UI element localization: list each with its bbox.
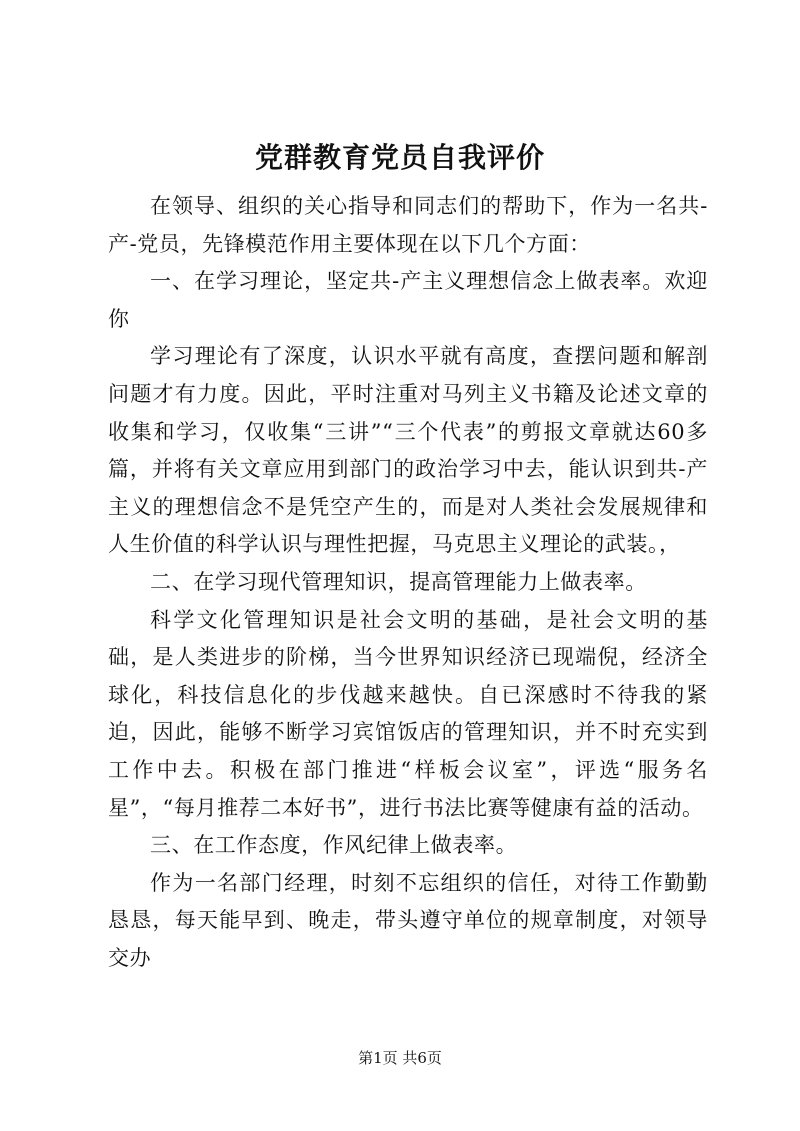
section-heading-3: 三、在工作态度，作风纪律上做表率。 [150,833,518,858]
paragraph-intro: 在领导、组织的关心指导和同志们的帮助下，作为一名共-产-党员，先锋模范作用主要体现在以下几个方面： [108,194,708,256]
paragraph-attitude: 作为一名部门经理，时刻不忘组织的信任，对待工作勤勤恳恳，每天能早到、晚走，带头遵守单位的规章制度，对领导交办 [108,870,708,970]
section-heading-2: 二、在学习现代管理知识，提高管理能力上做表率。 [150,569,647,594]
section-heading-1: 一、在学习理论，坚定共-产主义理想信念上做表率。欢迎你 [108,269,708,331]
document-body [108,188,708,977]
document-title: 党群教育党员自我评价 [254,141,545,174]
paragraph-management: 科学文化管理知识是社会文明的基础，是社会文明的基础，是人类进步的阶梯，当今世界知识经济已现端倪，经济全球化，科技信息化的步伐越来越快。自已深感时不待我的紧迫，因此，能够不断学习宾馆饭店的管理知识，并不时充实到工作中去。积极在部门推进“样板会议室”，评选“服务名星”，“每月推荐二本好书”，进行书法比赛等健康有益的活动。 [108,607,708,820]
paragraph-theory: 学习理论有了深度，认识水平就有高度，查摆问题和解剖问题才有力度。因此，平时注重对马列主义书籍及论述文章的收集和学习，仅收集“三讲”“三个代表”的剪报文章就达60多篇，并将有关文章应用到部门的政治学习中去，能认识到共-产主义的理想信念不是凭空产生的，而是对人类社会发展规律和人生价值的科学认识与理性把握，马克思主义理论的武装。， [108,344,708,557]
page-footer: 第1页 共6页 [358,1049,442,1067]
